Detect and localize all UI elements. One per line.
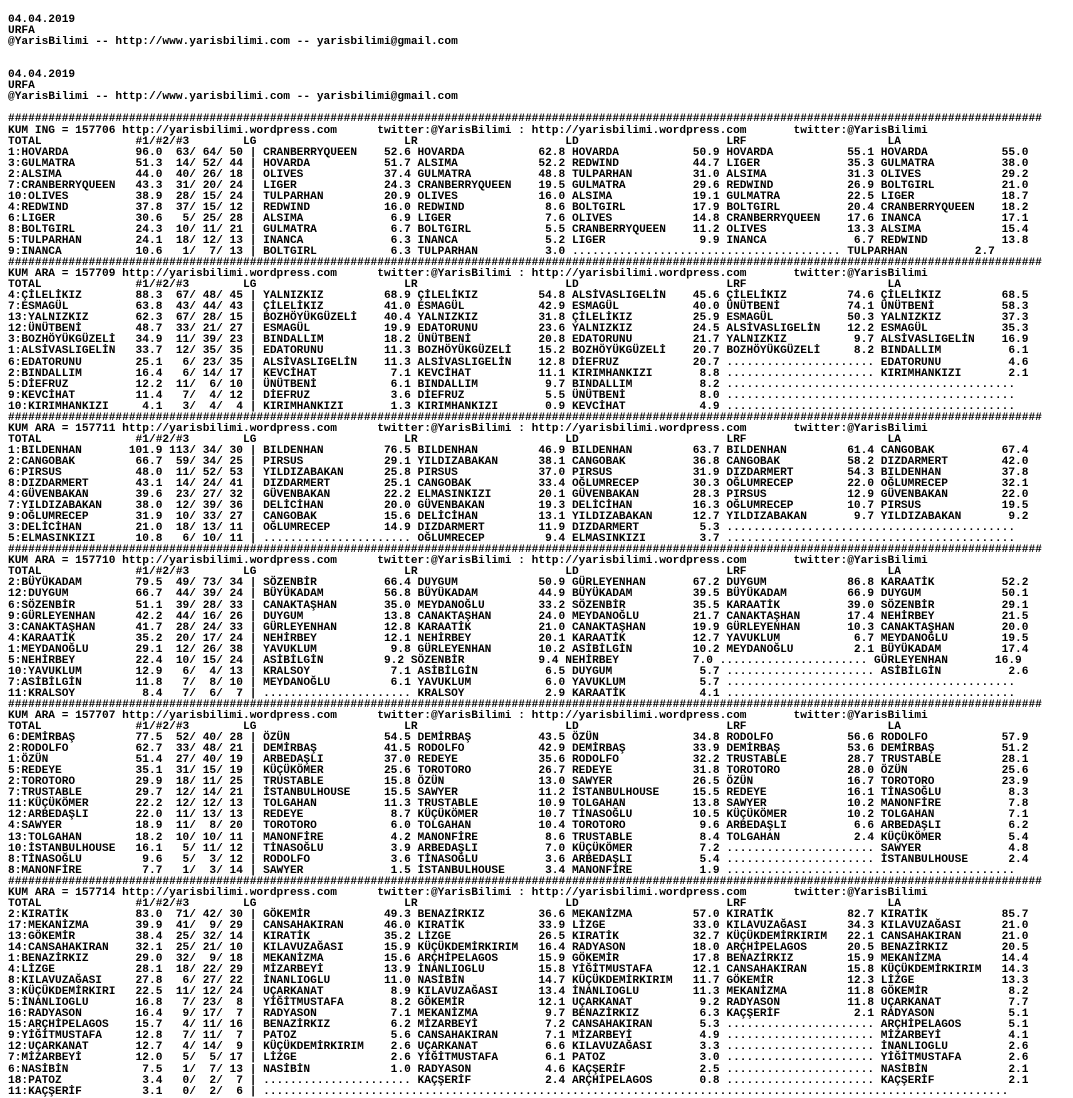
text-line: 11:KÜÇÜKÖMER 22.2 12/ 12/ 13 | TOLGAHAN 11.3 TRUSTABLE 10.9 TOLGAHAN 13.8 SAWYER 10.2 MANONFİRE 7.8 bbox=[8, 798, 1029, 811]
text-line: 04.04.2019 bbox=[8, 14, 76, 27]
text-line: KUM ARA = 157714 http://yarisbilimi.wordpress.com twitter:@YarisBilimi : http://yarisbilimi.wordpress.com twitter:@YarisBilimi bbox=[8, 886, 928, 899]
text-line: 7:MİZARBEYİ 12.0 5/ 5/ 17 | LİZGE 2.6 YİĞİTMUSTAFA 6.1 PATOZ 3.0 ...................... YİĞİTMUSTAFA 2.6 bbox=[8, 1052, 1029, 1065]
text-line: 3:DELİCİHAN 21.0 18/ 13/ 11 | OĞLUMRECEP 14.9 DIZDARMERT 11.9 DIZDARMERT 5.3 ........................................... bbox=[8, 522, 1016, 535]
text-line: KUM ARA = 157710 http://yarisbilimi.wordpress.com twitter:@YarisBilimi : http://yarisbilimi.wordpress.com twitter:@YarisBilimi bbox=[8, 555, 928, 568]
separator-line: ########################################################################################################################################################## bbox=[8, 875, 1042, 888]
text-line: 12:UÇARKANAT 12.7 4/ 14/ 9 | KÜÇÜKDEMİRKIRIM 2.6 UÇARKANAT 6.6 KILAVUZAĞASI 3.3 ...................... İNANLIOGLU 2.6 bbox=[8, 1041, 1029, 1054]
text-line: 18:PATOZ 3.4 0/ 2/ 7 | ...................... KAÇŞERİF 2.4 ARÇHİPELAGOS 0.8 ...................... KAÇŞERİF 2.1 bbox=[8, 1074, 1029, 1087]
text-line: 10:İSTANBULHOUSE 16.1 5/ 11/ 12 | TİNASOĞLU 3.9 ARBEDAŞLI 7.0 KÜÇÜKÖMER 7.2 ...................... SAWYER 4.8 bbox=[8, 842, 1029, 855]
text-line: KUM ARA = 157711 http://yarisbilimi.wordpress.com twitter:@YarisBilimi : http://yarisbilimi.wordpress.com twitter:@YarisBilimi bbox=[8, 422, 928, 435]
text-line: 5:ELMASINKIZI 10.8 6/ 10/ 11 | ...................... OĞLUMRECEP 9.4 ELMASINKIZI 3.7 ........................................... bbox=[8, 533, 1016, 546]
text-line: 10:YAVUKLUM 12.9 6/ 4/ 13 | KRALSOY 7.1 ASİBİLGİN 6.5 DUYGUM 5.7 ...................... ASİBİLGİN 2.6 bbox=[8, 665, 1029, 678]
text-line: 5:TULPARHAN 24.1 18/ 12/ 13 | INANCA 6.3 INANCA 5.2 LIGER 9.9 INANCA 6.7 REDWIND 13.8 bbox=[8, 234, 1029, 247]
text-line: 5:REDEYE 35.1 31/ 15/ 19 | KÜÇÜKÖMER 25.6 TOROTORO 26.7 REDEYE 31.8 TOROTORO 28.0 ÖZÜN 25.6 bbox=[8, 765, 1029, 778]
text-line: 1:HOVARDA 96.0 63/ 64/ 50 | CRANBERRYQUEEN 52.6 HOVARDA 62.8 HOVARDA 50.9 HOVARDA 55.1 HOVARDA 55.0 bbox=[8, 146, 1029, 159]
text-line: URFA bbox=[8, 80, 35, 93]
text-line: 4:LİZGE 28.1 18/ 22/ 29 | MİZARBEYİ 13.9 İNANLIOGLU 15.8 YİĞİTMUSTAFA 12.1 CANSAHAKIRAN 15.8 KÜÇÜKDEMİRKIRIM 14.3 bbox=[8, 964, 1029, 977]
text-line: 12:ARBEDAŞLI 22.0 11/ 13/ 13 | REDEYE 8.7 KÜÇÜKÖMER 10.7 TİNASOĞLU 10.5 KÜÇÜKÖMER 10.2 TOLGAHAN 7.1 bbox=[8, 809, 1029, 822]
text-line: 04.04.2019 bbox=[8, 69, 76, 82]
text-line: 7:ASİBİLGİN 11.8 7/ 8/ 10 | MEYDANOĞLU 6.1 YAVUKLUM 6.0 YAVUKLUM 5.7 ........................................... bbox=[8, 676, 1016, 689]
text-line: 2:KIRATİK 83.0 71/ 42/ 30 | GÖKEMİR 49.3 BENAZİRKIZ 36.6 MEKANİZMA 57.0 KIRATİK 82.7 KIRATİK 85.7 bbox=[8, 908, 1029, 921]
text-line: KUM ING = 157706 http://yarisbilimi.wordpress.com twitter:@YarisBilimi : http://yarisbilimi.wordpress.com twitter:@YarisBilimi bbox=[8, 124, 928, 137]
text-line: 9:GÜRLEYENHAN 42.2 44/ 16/ 26 | DUYGUM 13.8 CANAKTAŞHAN 24.0 MEYDANOĞLU 21.7 CANAKTAŞHAN 17.4 NEHİRBEY 21.5 bbox=[8, 610, 1029, 623]
separator-line: ########################################################################################################################################################## bbox=[8, 544, 1042, 557]
text-line: KUM ARA = 157709 http://yarisbilimi.wordpress.com twitter:@YarisBilimi : http://yarisbilimi.wordpress.com twitter:@YarisBilimi bbox=[8, 268, 928, 281]
text-line: 2:BINDALLIM 16.4 6/ 14/ 17 | KEVCİHAT 7.1 KEVCİHAT 11.1 KIRIMHANKIZI 8.8 ...................... KIRIMHANKIZI 2.1 bbox=[8, 367, 1029, 380]
text-line: 6:DEMİRBAŞ 77.5 52/ 40/ 28 | ÖZÜN 54.5 DEMİRBAŞ 43.5 ÖZÜN 34.8 RODOLFO 56.6 RODOLFO 57.9 bbox=[8, 732, 1029, 745]
text-line: 1:MEYDANOĞLU 29.1 12/ 26/ 38 | YAVUKLUM 9.8 GÜRLEYENHAN 10.2 ASİBİLGİN 10.2 MEYDANOĞLU 2.1 BÜYÜKADAM 17.4 bbox=[8, 643, 1029, 656]
text-line: 11:KRALSOY 8.4 7/ 6/ 7 | ...................... KRALSOY 2.9 KARAATİK 4.1 ........................................... bbox=[8, 687, 1016, 700]
text-line: 9:YİĞİTMUSTAFA 12.8 7/ 11/ 7 | PATOZ 5.6 CANSAHAKIRAN 7.1 MİZARBEYİ 4.9 ...................... MİZARBEYİ 4.1 bbox=[8, 1030, 1029, 1043]
text-line: 4:SAWYER 18.9 11/ 8/ 20 | TOROTORO 6.0 TOLGAHAN 10.4 TOROTORO 9.6 ARBEDAŞLI 6.6 ARBEDAŞLI 6.2 bbox=[8, 820, 1029, 833]
separator-line: ########################################################################################################################################################## bbox=[8, 113, 1042, 126]
text-line: 4:ÇİLELİKIZ 88.3 67/ 48/ 45 | YALNIZKIZ 68.9 ÇİLELİKIZ 54.8 ALSİVASLIGELİN 45.6 ÇİLELİKIZ 74.6 ÇİLELİKIZ 68.5 bbox=[8, 290, 1029, 303]
separator-line: ########################################################################################################################################################## bbox=[8, 698, 1042, 711]
text-line: 2:TOROTORO 29.9 18/ 11/ 25 | TRUSTABLE 15.8 ÖZÜN 13.0 SAWYER 26.5 ÖZÜN 16.7 TOROTORO 23.9 bbox=[8, 776, 1029, 789]
separator-line: ########################################################################################################################################################## bbox=[8, 257, 1042, 270]
text-line: 8:BOLTGIRL 24.3 10/ 11/ 21 | GULMATRA 6.7 BOLTGIRL 5.5 CRANBERRYQUEEN 11.2 OLIVES 13.3 ALSIMA 15.4 bbox=[8, 223, 1029, 236]
text-line: 5:İNANLIOGLU 16.8 7/ 23/ 8 | YİĞİTMUSTAFA 8.2 GÖKEMİR 12.1 UÇARKANAT 9.2 RADYASON 11.8 UÇARKANAT 7.7 bbox=[8, 997, 1029, 1010]
text-line: TOTAL #1/#2/#3 LG LR LD LRF LA bbox=[8, 721, 901, 734]
text-line: TOTAL #1/#2/#3 LG LR LD LRF LA bbox=[8, 433, 901, 446]
text-line: 16:RADYASON 16.4 9/ 17/ 7 | RADYASON 7.1 MEKANİZMA 9.7 BENAZİRKIZ 6.3 KAÇŞERİF 2.1 RADYASON 5.1 bbox=[8, 1008, 1029, 1021]
separator-line: ########################################################################################################################################################## bbox=[8, 411, 1042, 424]
text-line: 2:CANGOBAK 66.7 59/ 34/ 25 | PIRSUS 29.1 YILDIZABAKAN 38.1 CANGOBAK 36.8 CANGOBAK 58.2 DIZDARMERT 42.0 bbox=[8, 455, 1029, 468]
text-line: 10:OLIVES 38.9 28/ 15/ 24 | TULPARHAN 20.9 OLIVES 16.0 ALSIMA 19.1 GULMATRA 22.5 LIGER 18.7 bbox=[8, 190, 1029, 203]
text-line bbox=[8, 48, 1073, 59]
text-line: 1:ALSİVASLIGELİN 33.7 12/ 35/ 35 | EDATORUNU 11.3 BOZHÖYÜKGÜZELİ 15.2 BOZHÖYÜKGÜZELİ 20.7 BOZHÖYÜKGÜZELİ 8.2 BINDALLIM 6.1 bbox=[8, 345, 1029, 358]
text-line: 9:KEVCİHAT 11.4 7/ 4/ 12 | DİEFRUZ 3.6 DİEFRUZ 5.5 ÜNÜTBENİ 8.0 ........................................... bbox=[8, 389, 1016, 402]
text-line: 15:ARÇHİPELAGOS 15.7 4/ 11/ 16 | BENAZİRKIZ 6.2 MİZARBEYİ 7.2 CANSAHAKIRAN 5.3 ...................... ARÇHİPELAGOS 5.1 bbox=[8, 1019, 1029, 1032]
text-line: 3:KÜÇÜKDEMİRKIRI 22.5 11/ 12/ 24 | UÇARKANAT 8.9 KILAVUZAĞASI 13.4 İNANLIOGLU 11.3 MEKANİZMA 11.8 GÖKEMİR 8.2 bbox=[8, 986, 1029, 999]
text-line: 13:YALNIZKIZ 62.3 67/ 28/ 15 | BOZHÖYÜKGÜZELİ 40.4 YALNIZKIZ 31.8 ÇİLELİKIZ 25.9 ESMAGÜL 50.3 YALNIZKIZ 37.3 bbox=[8, 312, 1029, 325]
text-line: 12:DUYGUM 66.7 44/ 39/ 24 | BÜYÜKADAM 56.8 BÜYÜKADAM 44.9 BÜYÜKADAM 39.5 BÜYÜKADAM 66.9 DUYGUM 50.1 bbox=[8, 588, 1029, 601]
text-line: 3:GULMATRA 51.3 14/ 52/ 44 | HOVARDA 51.7 ALSIMA 52.2 REDWIND 44.7 LIGER 35.3 GULMATRA 38.0 bbox=[8, 157, 1029, 170]
text-line: 7:TRUSTABLE 29.7 12/ 14/ 21 | İSTANBULHOUSE 15.5 SAWYER 11.2 İSTANBULHOUSE 15.5 REDEYE 16.1 TİNASOĞLU 8.3 bbox=[8, 787, 1029, 800]
text-line: 5:DİEFRUZ 12.2 11/ 6/ 10 | ÜNÜTBENİ 6.1 BINDALLIM 9.7 BINDALLIM 8.2 ........................................... bbox=[8, 378, 1016, 391]
text-line: 5:NEHİRBEY 22.4 10/ 15/ 24 | ASİBİLGİN 9.2 SÖZENBİR 9.4 NEHİRBEY 7.0 ...................... GÜRLEYENHAN 16.9 bbox=[8, 654, 1022, 667]
text-line: 4:REDWIND 37.8 37/ 15/ 12 | REDWIND 16.0 REDWIND 8.6 BOLTGIRL 17.9 BOLTGIRL 20.4 CRANBERRYQUEEN 18.2 bbox=[8, 201, 1029, 214]
text-line: 6:LIGER 30.6 5/ 25/ 28 | ALSIMA 6.9 LIGER 7.6 OLIVES 14.8 CRANBERRYQUEEN 17.6 INANCA 17.1 bbox=[8, 212, 1029, 225]
text-line: 11:KAÇŞERİF 3.1 0/ 2/ 6 | ............................................................................................................... bbox=[8, 1085, 1009, 1098]
text-line: 6:EDATORUNU 25.1 6/ 23/ 35 | ALSİVASLIGELİN 11.3 ALSİVASLIGELİN 12.8 DİEFRUZ 20.7 ...................... EDATORUNU 4.6 bbox=[8, 356, 1029, 369]
text-line: 10:KIRIMHANKIZI 4.1 3/ 4/ 4 | KIRIMHANKIZI 1.3 KIRIMHANKIZI 0.9 KEVCİHAT 4.9 ........................................... bbox=[8, 400, 1016, 413]
text-line: 2:ALSIMA 44.0 40/ 26/ 18 | OLIVES 37.4 GULMATRA 48.8 TULPARHAN 31.0 ALSIMA 31.3 OLIVES 29.2 bbox=[8, 168, 1029, 181]
text-line: 8:KILAVUZAĞASI 27.8 6/ 27/ 22 | İNANLIOGLU 11.0 NASİBİN 14.7 KÜÇÜKDEMİRKIRIM 11.7 GÖKEMİR 12.3 LİZGE 13.3 bbox=[8, 975, 1029, 988]
text-line: 14:CANSAHAKIRAN 32.1 25/ 21/ 10 | KILAVUZAĞASI 15.9 KÜÇÜKDEMİRKIRIM 16.4 RADYASON 18.0 ARÇHİPELAGOS 20.5 BENAZİRKIZ 20.5 bbox=[8, 941, 1029, 954]
text-line: 9:INANCA 10.6 1/ 7/ 13 | BOLTGIRL 6.3 TULPARHAN 3.0 ........................................ TULPARHAN 2.7 bbox=[8, 246, 995, 259]
text-line: @YarisBilimi -- http://www.yarisbilimi.com -- yarisbilimi@gmail.com bbox=[8, 36, 458, 49]
text-line: 9:OĞLUMRECEP 31.9 10/ 33/ 27 | CANGOBAK 15.6 DELİCİHAN 13.1 YILDIZABAKAN 12.7 YILDIZABAKAN 9.7 YILDIZABAKAN 9.2 bbox=[8, 511, 1029, 524]
text-line: 6:SÖZENBİR 51.1 39/ 28/ 33 | CANAKTAŞHAN 35.0 MEYDANOĞLU 33.2 SÖZENBİR 35.5 KARAATİK 39.0 SÖZENBİR 29.1 bbox=[8, 599, 1029, 612]
text-line: 6:NASİBİN 7.5 1/ 7/ 13 | NASİBİN 1.0 RADYASON 4.6 KAÇŞERİF 2.5 ...................... NASİBİN 2.1 bbox=[8, 1063, 1029, 1076]
text-line: 6:PIRSUS 48.0 11/ 52/ 53 | YILDIZABAKAN 25.8 PIRSUS 37.0 PIRSUS 31.9 DIZDARMERT 54.3 BILDENHAN 37.8 bbox=[8, 466, 1029, 479]
text-line: 1:BENAZİRKIZ 29.0 32/ 9/ 18 | MEKANİZMA 15.6 ARÇHİPELAGOS 15.9 GÖKEMİR 17.8 BENAZİRKIZ 15.9 MEKANİZMA 14.4 bbox=[8, 953, 1029, 966]
text-line: KUM ARA = 157707 http://yarisbilimi.wordpress.com twitter:@YarisBilimi : http://yarisbilimi.wordpress.com twitter:@YarisBilimi bbox=[8, 710, 928, 722]
text-line bbox=[8, 59, 1073, 70]
text-line: TOTAL #1/#2/#3 LG LR LD LRF LA bbox=[8, 135, 901, 148]
text-line: 8:TİNASOĞLU 9.6 5/ 3/ 12 | RODOLFO 3.6 TİNASOĞLU 3.6 ARBEDAŞLI 5.4 ...................... İSTANBULHOUSE 2.4 bbox=[8, 853, 1029, 866]
text-line: TOTAL #1/#2/#3 LG LR LD LRF LA bbox=[8, 566, 901, 579]
text-line: 4:GÜVENBAKAN 39.6 23/ 27/ 32 | GÜVENBAKAN 22.2 ELMASINKIZI 20.1 GÜVENBAKAN 28.3 PIRSUS 12.9 GÜVENBAKAN 22.0 bbox=[8, 489, 1029, 502]
text-line: 7:YILDIZABAKAN 38.0 12/ 39/ 36 | DELİCİHAN 20.0 GÜVENBAKAN 19.3 DELİCİHAN 16.3 OĞLUMRECEP 10.7 PIRSUS 19.5 bbox=[8, 500, 1029, 513]
text-line: 8:DIZDARMERT 43.1 14/ 24/ 41 | DIZDARMERT 25.1 CANGOBAK 33.4 OĞLUMRECEP 30.3 OĞLUMRECEP 22.0 OĞLUMRECEP 32.1 bbox=[8, 478, 1029, 491]
text-line: 12:ÜNÜTBENİ 48.7 33/ 21/ 27 | ESMAGÜL 19.9 EDATORUNU 23.6 YALNIZKIZ 24.5 ALSİVASLIGELİN 12.2 ESMAGÜL 35.3 bbox=[8, 323, 1029, 336]
text-line: 2:RODOLFO 62.7 33/ 48/ 21 | DEMİRBAŞ 41.5 RODOLFO 42.9 DEMİRBAŞ 33.9 DEMİRBAŞ 53.6 DEMİRBAŞ 51.2 bbox=[8, 743, 1029, 756]
text-line: 1:ÖZÜN 51.4 27/ 40/ 19 | ARBEDAŞLI 37.0 REDEYE 35.6 RODOLFO 32.2 TRUSTABLE 28.7 TRUSTABLE 28.1 bbox=[8, 754, 1029, 767]
text-line: 3:CANAKTAŞHAN 41.7 28/ 24/ 33 | GÜRLEYENHAN 12.8 KARAATİK 21.0 CANAKTAŞHAN 19.9 GÜRLEYENHAN 10.3 CANAKTAŞHAN 20.0 bbox=[8, 621, 1029, 634]
text-line: 8:MANONFİRE 7.7 1/ 3/ 14 | SAWYER 1.5 İSTANBULHOUSE 3.4 MANONFİRE 1.9 ........................................... bbox=[8, 864, 1016, 877]
text-line: @YarisBilimi -- http://www.yarisbilimi.com -- yarisbilimi@gmail.com bbox=[8, 91, 458, 104]
text-line: 7:ESMAGÜL 63.8 43/ 44/ 43 | ÇİLELİKIZ 41.0 ESMAGÜL 42.9 ESMAGÜL 40.0 ÜNÜTBENİ 74.1 ÜNÜTBENİ 58.3 bbox=[8, 301, 1029, 314]
text-line: 17:MEKANİZMA 39.9 41/ 9/ 29 | CANSAHAKIRAN 46.0 KIRATİK 33.9 LİZGE 33.0 KILAVUZAĞASI 34.3 KILAVUZAĞASI 21.0 bbox=[8, 919, 1029, 932]
text-line: 3:BOZHÖYÜKGÜZELİ 34.9 11/ 39/ 23 | BINDALLIM 18.2 ÜNÜTBENİ 20.8 EDATORUNU 21.7 YALNIZKIZ 9.7 ALSİVASLIGELİN 16.9 bbox=[8, 334, 1029, 347]
text-line: 13:GÖKEMİR 38.4 25/ 32/ 14 | KIRATİK 35.2 LİZGE 26.5 KIRATİK 32.7 KÜÇÜKDEMİRKIRIM 22.1 CANSAHAKIRAN 21.0 bbox=[8, 930, 1029, 943]
text-line: 2:BÜYÜKADAM 79.5 49/ 73/ 34 | SÖZENBİR 66.4 DUYGUM 50.9 GÜRLEYENHAN 67.2 DUYGUM 86.8 KARAATİK 52.2 bbox=[8, 577, 1029, 590]
text-line bbox=[8, 4, 1073, 15]
text-line: 1:BILDENHAN 101.9 113/ 34/ 30 | BILDENHAN 76.5 BILDENHAN 46.9 BILDENHAN 63.7 BILDENHAN 61.4 CANGOBAK 67.4 bbox=[8, 444, 1029, 457]
text-line: URFA bbox=[8, 25, 35, 38]
text-line: 7:CRANBERRYQUEEN 43.3 31/ 20/ 24 | LIGER 24.3 CRANBERRYQUEEN 19.5 GULMATRA 29.6 REDWIND 26.9 BOLTGIRL 21.0 bbox=[8, 179, 1029, 192]
text-line: TOTAL #1/#2/#3 LG LR LD LRF LA bbox=[8, 897, 901, 910]
text-line: TOTAL #1/#2/#3 LG LR LD LRF LA bbox=[8, 279, 901, 292]
text-line: 4:KARAATİK 35.2 20/ 17/ 24 | NEHİRBEY 12.1 NEHİRBEY 20.1 KARAATİK 12.7 YAVUKLUM 6.7 MEYDANOĞLU 19.5 bbox=[8, 632, 1029, 645]
text-line: 13:TOLGAHAN 18.2 10/ 10/ 11 | MANONFİRE 4.2 MANONFİRE 8.6 TRUSTABLE 8.4 TOLGAHAN 2.4 KÜÇÜKÖMER 5.4 bbox=[8, 831, 1029, 844]
